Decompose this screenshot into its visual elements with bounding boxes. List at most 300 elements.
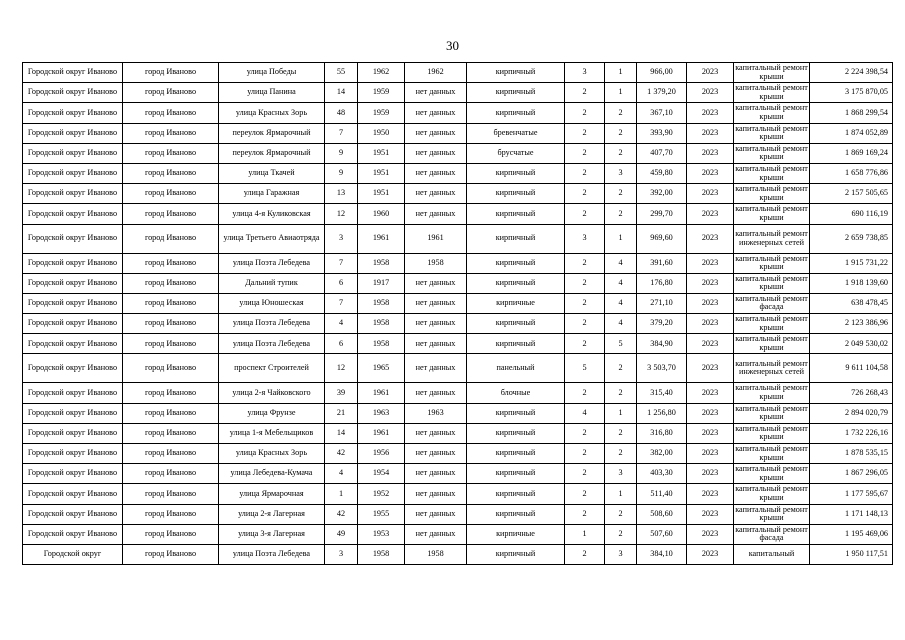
cell-entrances: 2	[605, 204, 637, 224]
cell-year-commission: нет данных	[405, 184, 467, 204]
cell-cost: 1 732 226,16	[810, 423, 893, 443]
cell-floors: 2	[565, 204, 605, 224]
cell-work-type: капитальный ремонт крыши	[734, 204, 810, 224]
cell-wall-material: кирпичный	[467, 184, 565, 204]
cell-plan-year: 2023	[687, 524, 734, 544]
cell-wall-material: бревенчатые	[467, 123, 565, 143]
cell-street: улица 2-я Лагерная	[219, 504, 325, 524]
cell-city: город Иваново	[123, 444, 219, 464]
cell-street: улица Поэта Лебедева	[219, 544, 325, 564]
table-row	[23, 314, 893, 334]
cell-area: 407,70	[637, 143, 687, 163]
cell-plan-year: 2023	[687, 544, 734, 564]
cell-wall-material: кирпичный	[467, 504, 565, 524]
cell-house: 7	[325, 293, 358, 313]
cell-house: 3	[325, 224, 358, 253]
cell-street: улица Победы	[219, 63, 325, 83]
cell-plan-year: 2023	[687, 383, 734, 403]
cell-wall-material: кирпичный	[467, 544, 565, 564]
cell-house: 7	[325, 253, 358, 273]
cell-year-commission: нет данных	[405, 83, 467, 103]
cell-floors: 2	[565, 253, 605, 273]
cell-floors: 2	[565, 293, 605, 313]
table-row	[23, 184, 893, 204]
cell-house: 9	[325, 143, 358, 163]
cell-wall-material: кирпичный	[467, 204, 565, 224]
cell-work-type: капитальный ремонт крыши	[734, 83, 810, 103]
table-row	[23, 83, 893, 103]
cell-street: улица 3-я Лагерная	[219, 524, 325, 544]
cell-entrances: 3	[605, 544, 637, 564]
cell-area: 966,00	[637, 63, 687, 83]
cell-year-built: 1951	[358, 143, 405, 163]
cell-okrug: Городской округ Иваново	[23, 354, 123, 383]
cell-cost: 2 224 398,54	[810, 63, 893, 83]
cell-city: город Иваново	[123, 163, 219, 183]
cell-entrances: 2	[605, 444, 637, 464]
cell-floors: 2	[565, 83, 605, 103]
table-row	[23, 103, 893, 123]
cell-cost: 690 116,19	[810, 204, 893, 224]
cell-year-built: 1958	[358, 314, 405, 334]
cell-cost: 1 869 169,24	[810, 143, 893, 163]
cell-work-type: капитальный ремонт крыши	[734, 383, 810, 403]
table-row	[23, 63, 893, 83]
cell-year-built: 1965	[358, 354, 405, 383]
cell-plan-year: 2023	[687, 403, 734, 423]
cell-floors: 2	[565, 423, 605, 443]
cell-floors: 2	[565, 383, 605, 403]
cell-cost: 2 659 738,85	[810, 224, 893, 253]
cell-okrug: Городской округ Иваново	[23, 103, 123, 123]
cell-area: 315,40	[637, 383, 687, 403]
cell-work-type: капитальный ремонт крыши	[734, 444, 810, 464]
table-row	[23, 444, 893, 464]
cell-floors: 2	[565, 123, 605, 143]
cell-cost: 1 868 299,54	[810, 103, 893, 123]
cell-plan-year: 2023	[687, 314, 734, 334]
cell-year-built: 1958	[358, 253, 405, 273]
cell-house: 7	[325, 123, 358, 143]
cell-street: переулок Ярмарочный	[219, 123, 325, 143]
cell-entrances: 2	[605, 103, 637, 123]
cell-street: улица 1-я Мебельщиков	[219, 423, 325, 443]
cell-area: 316,80	[637, 423, 687, 443]
cell-house: 21	[325, 403, 358, 423]
cell-house: 55	[325, 63, 358, 83]
cell-plan-year: 2023	[687, 354, 734, 383]
cell-year-built: 1963	[358, 403, 405, 423]
cell-year-built: 1950	[358, 123, 405, 143]
cell-cost: 2 123 386,96	[810, 314, 893, 334]
cell-work-type: капитальный	[734, 544, 810, 564]
cell-house: 1	[325, 484, 358, 504]
cell-wall-material: кирпичный	[467, 273, 565, 293]
cell-plan-year: 2023	[687, 253, 734, 273]
cell-entrances: 1	[605, 83, 637, 103]
cell-city: город Иваново	[123, 383, 219, 403]
cell-city: город Иваново	[123, 143, 219, 163]
cell-work-type: капитальный ремонт крыши	[734, 464, 810, 484]
cell-city: город Иваново	[123, 423, 219, 443]
cell-wall-material: кирпичный	[467, 444, 565, 464]
table-row	[23, 423, 893, 443]
cell-street: улица Фрунзе	[219, 403, 325, 423]
cell-entrances: 5	[605, 334, 637, 354]
cell-city: город Иваново	[123, 484, 219, 504]
cell-street: улица Гаражная	[219, 184, 325, 204]
cell-entrances: 1	[605, 63, 637, 83]
cell-year-commission: нет данных	[405, 123, 467, 143]
cell-plan-year: 2023	[687, 293, 734, 313]
cell-entrances: 1	[605, 484, 637, 504]
cell-city: город Иваново	[123, 123, 219, 143]
cell-floors: 2	[565, 544, 605, 564]
cell-wall-material: кирпичный	[467, 163, 565, 183]
cell-cost: 1 177 595,67	[810, 484, 893, 504]
cell-plan-year: 2023	[687, 83, 734, 103]
table-row	[23, 524, 893, 544]
cell-street: улица Красных Зорь	[219, 103, 325, 123]
table-row	[23, 253, 893, 273]
cell-okrug: Городской округ Иваново	[23, 444, 123, 464]
cell-city: город Иваново	[123, 204, 219, 224]
cell-street: улица Ярмарочная	[219, 484, 325, 504]
cell-year-built: 1960	[358, 204, 405, 224]
cell-city: город Иваново	[123, 273, 219, 293]
cell-entrances: 4	[605, 293, 637, 313]
cell-plan-year: 2023	[687, 103, 734, 123]
cell-plan-year: 2023	[687, 334, 734, 354]
cell-wall-material: кирпичный	[467, 334, 565, 354]
cell-year-built: 1953	[358, 524, 405, 544]
table-row	[23, 204, 893, 224]
cell-year-built: 1954	[358, 464, 405, 484]
cell-entrances: 3	[605, 464, 637, 484]
cell-cost: 2 049 530,02	[810, 334, 893, 354]
cell-entrances: 2	[605, 423, 637, 443]
cell-year-commission: нет данных	[405, 484, 467, 504]
cell-year-built: 1959	[358, 103, 405, 123]
cell-street: улица 4-я Куликовская	[219, 204, 325, 224]
cell-floors: 4	[565, 403, 605, 423]
cell-house: 14	[325, 83, 358, 103]
cell-okrug: Городской округ Иваново	[23, 464, 123, 484]
cell-floors: 3	[565, 224, 605, 253]
cell-cost: 2 894 020,79	[810, 403, 893, 423]
cell-city: город Иваново	[123, 403, 219, 423]
cell-cost: 1 878 535,15	[810, 444, 893, 464]
cell-okrug: Городской округ	[23, 544, 123, 564]
cell-year-commission: 1958	[405, 253, 467, 273]
cell-area: 299,70	[637, 204, 687, 224]
table-row	[23, 383, 893, 403]
cell-area: 379,20	[637, 314, 687, 334]
cell-wall-material: кирпичный	[467, 253, 565, 273]
cell-year-built: 1955	[358, 504, 405, 524]
cell-okrug: Городской округ Иваново	[23, 423, 123, 443]
cell-entrances: 2	[605, 383, 637, 403]
cell-area: 969,60	[637, 224, 687, 253]
cell-city: город Иваново	[123, 314, 219, 334]
table-row	[23, 293, 893, 313]
cell-okrug: Городской округ Иваново	[23, 403, 123, 423]
cell-work-type: капитальный ремонт фасада	[734, 524, 810, 544]
cell-cost: 1 918 139,60	[810, 273, 893, 293]
table-row	[23, 354, 893, 383]
cell-year-commission: нет данных	[405, 524, 467, 544]
cell-house: 14	[325, 423, 358, 443]
cell-work-type: капитальный ремонт крыши	[734, 123, 810, 143]
cell-area: 392,00	[637, 184, 687, 204]
cell-area: 507,60	[637, 524, 687, 544]
cell-plan-year: 2023	[687, 464, 734, 484]
cell-entrances: 2	[605, 504, 637, 524]
cell-house: 12	[325, 204, 358, 224]
cell-floors: 2	[565, 504, 605, 524]
cell-year-commission: 1962	[405, 63, 467, 83]
cell-area: 367,10	[637, 103, 687, 123]
cell-year-commission: нет данных	[405, 163, 467, 183]
cell-area: 508,60	[637, 504, 687, 524]
cell-okrug: Городской округ Иваново	[23, 524, 123, 544]
cell-city: город Иваново	[123, 83, 219, 103]
cell-entrances: 2	[605, 524, 637, 544]
cell-cost: 1 195 469,06	[810, 524, 893, 544]
cell-year-built: 1951	[358, 184, 405, 204]
table-row	[23, 504, 893, 524]
cell-okrug: Городской округ Иваново	[23, 163, 123, 183]
cell-okrug: Городской округ Иваново	[23, 253, 123, 273]
cell-year-commission: нет данных	[405, 293, 467, 313]
cell-floors: 2	[565, 464, 605, 484]
cell-street: улица Ткачей	[219, 163, 325, 183]
cell-area: 403,30	[637, 464, 687, 484]
cell-okrug: Городской округ Иваново	[23, 83, 123, 103]
cell-okrug: Городской округ Иваново	[23, 63, 123, 83]
cell-plan-year: 2023	[687, 63, 734, 83]
cell-work-type: капитальный ремонт инженерных сетей	[734, 224, 810, 253]
cell-wall-material: панельный	[467, 354, 565, 383]
cell-wall-material: кирпичный	[467, 403, 565, 423]
cell-plan-year: 2023	[687, 204, 734, 224]
cell-work-type: капитальный ремонт фасада	[734, 293, 810, 313]
cell-house: 6	[325, 273, 358, 293]
table-row	[23, 163, 893, 183]
cell-wall-material: кирпичный	[467, 464, 565, 484]
cell-house: 4	[325, 314, 358, 334]
table-row	[23, 403, 893, 423]
cell-cost: 2 157 505,65	[810, 184, 893, 204]
cell-okrug: Городской округ Иваново	[23, 293, 123, 313]
cell-okrug: Городской округ Иваново	[23, 143, 123, 163]
cell-wall-material: кирпичный	[467, 103, 565, 123]
cell-floors: 2	[565, 273, 605, 293]
cell-street: Дальний тупик	[219, 273, 325, 293]
cell-floors: 2	[565, 184, 605, 204]
cell-city: город Иваново	[123, 504, 219, 524]
cell-cost: 726 268,43	[810, 383, 893, 403]
cell-area: 271,10	[637, 293, 687, 313]
cell-street: проспект Строителей	[219, 354, 325, 383]
cell-house: 3	[325, 544, 358, 564]
cell-year-built: 1961	[358, 423, 405, 443]
cell-year-commission: нет данных	[405, 504, 467, 524]
cell-area: 511,40	[637, 484, 687, 504]
cell-wall-material: кирпичный	[467, 423, 565, 443]
cell-year-commission: нет данных	[405, 273, 467, 293]
cell-house: 13	[325, 184, 358, 204]
cell-house: 9	[325, 163, 358, 183]
cell-year-commission: 1961	[405, 224, 467, 253]
cell-year-built: 1956	[358, 444, 405, 464]
cell-year-built: 1958	[358, 544, 405, 564]
cell-okrug: Городской округ Иваново	[23, 383, 123, 403]
cell-year-built: 1958	[358, 293, 405, 313]
cell-year-commission: нет данных	[405, 334, 467, 354]
cell-street: улица Юношеская	[219, 293, 325, 313]
cell-entrances: 4	[605, 273, 637, 293]
cell-plan-year: 2023	[687, 273, 734, 293]
cell-floors: 2	[565, 103, 605, 123]
cell-year-built: 1952	[358, 484, 405, 504]
cell-year-commission: нет данных	[405, 383, 467, 403]
cell-house: 4	[325, 464, 358, 484]
cell-area: 176,80	[637, 273, 687, 293]
cell-street: улица Поэта Лебедева	[219, 314, 325, 334]
cell-street: улица Панина	[219, 83, 325, 103]
cell-entrances: 4	[605, 253, 637, 273]
cell-year-commission: нет данных	[405, 204, 467, 224]
cell-year-commission: нет данных	[405, 143, 467, 163]
cell-cost: 1 171 148,13	[810, 504, 893, 524]
cell-entrances: 2	[605, 354, 637, 383]
cell-street: улица Красных Зорь	[219, 444, 325, 464]
cell-work-type: капитальный ремонт крыши	[734, 63, 810, 83]
cell-cost: 1 867 296,05	[810, 464, 893, 484]
cell-city: город Иваново	[123, 354, 219, 383]
cell-entrances: 1	[605, 224, 637, 253]
cell-area: 384,10	[637, 544, 687, 564]
cell-house: 39	[325, 383, 358, 403]
cell-wall-material: блочные	[467, 383, 565, 403]
cell-cost: 3 175 870,05	[810, 83, 893, 103]
cell-plan-year: 2023	[687, 184, 734, 204]
cell-cost: 9 611 104,58	[810, 354, 893, 383]
cell-wall-material: кирпичный	[467, 224, 565, 253]
table-row	[23, 544, 893, 564]
cell-wall-material: кирпичный	[467, 484, 565, 504]
cell-street: улица 2-я Чайковского	[219, 383, 325, 403]
cell-year-built: 1951	[358, 163, 405, 183]
cell-okrug: Городской округ Иваново	[23, 314, 123, 334]
cell-house: 12	[325, 354, 358, 383]
cell-entrances: 2	[605, 143, 637, 163]
cell-okrug: Городской округ Иваново	[23, 334, 123, 354]
cell-city: город Иваново	[123, 224, 219, 253]
cell-year-commission: нет данных	[405, 423, 467, 443]
table-row	[23, 273, 893, 293]
cell-street: улица Лебедева-Кумача	[219, 464, 325, 484]
cell-year-built: 1958	[358, 334, 405, 354]
cell-okrug: Городской округ Иваново	[23, 123, 123, 143]
cell-wall-material: кирпичный	[467, 314, 565, 334]
cell-plan-year: 2023	[687, 423, 734, 443]
cell-plan-year: 2023	[687, 143, 734, 163]
cell-work-type: капитальный ремонт крыши	[734, 403, 810, 423]
cell-wall-material: брусчатые	[467, 143, 565, 163]
cell-plan-year: 2023	[687, 123, 734, 143]
cell-entrances: 4	[605, 314, 637, 334]
cell-year-built: 1959	[358, 83, 405, 103]
cell-house: 42	[325, 444, 358, 464]
cell-cost: 1 950 117,51	[810, 544, 893, 564]
cell-okrug: Городской округ Иваново	[23, 204, 123, 224]
cell-okrug: Городской округ Иваново	[23, 184, 123, 204]
cell-year-commission: нет данных	[405, 444, 467, 464]
cell-year-built: 1962	[358, 63, 405, 83]
cell-area: 382,00	[637, 444, 687, 464]
cell-year-commission: нет данных	[405, 464, 467, 484]
cell-city: город Иваново	[123, 253, 219, 273]
cell-work-type: капитальный ремонт крыши	[734, 314, 810, 334]
cell-cost: 1 915 731,22	[810, 253, 893, 273]
cell-floors: 2	[565, 484, 605, 504]
table-row	[23, 224, 893, 253]
cell-city: город Иваново	[123, 184, 219, 204]
cell-city: город Иваново	[123, 63, 219, 83]
cell-wall-material: кирпичные	[467, 524, 565, 544]
cell-street: улица Третьего Авиаотряда	[219, 224, 325, 253]
cell-floors: 3	[565, 63, 605, 83]
cell-street: переулок Ярмарочный	[219, 143, 325, 163]
cell-area: 1 256,80	[637, 403, 687, 423]
table-row	[23, 334, 893, 354]
cell-house: 42	[325, 504, 358, 524]
cell-work-type: капитальный ремонт крыши	[734, 504, 810, 524]
cell-year-commission: нет данных	[405, 103, 467, 123]
cell-work-type: капитальный ремонт крыши	[734, 103, 810, 123]
cell-okrug: Городской округ Иваново	[23, 484, 123, 504]
cell-entrances: 1	[605, 403, 637, 423]
cell-floors: 2	[565, 314, 605, 334]
cell-year-built: 1917	[358, 273, 405, 293]
cell-house: 49	[325, 524, 358, 544]
cell-cost: 1 658 776,86	[810, 163, 893, 183]
cell-okrug: Городской округ Иваново	[23, 224, 123, 253]
cell-wall-material: кирпичные	[467, 293, 565, 313]
cell-plan-year: 2023	[687, 163, 734, 183]
cell-wall-material: кирпичный	[467, 83, 565, 103]
cell-plan-year: 2023	[687, 504, 734, 524]
cell-city: город Иваново	[123, 293, 219, 313]
cell-area: 384,90	[637, 334, 687, 354]
table-row	[23, 464, 893, 484]
cell-work-type: капитальный ремонт крыши	[734, 423, 810, 443]
cell-floors: 5	[565, 354, 605, 383]
cell-plan-year: 2023	[687, 444, 734, 464]
cell-area: 393,90	[637, 123, 687, 143]
table-row	[23, 123, 893, 143]
cell-floors: 2	[565, 334, 605, 354]
cell-okrug: Городской округ Иваново	[23, 273, 123, 293]
cell-work-type: капитальный ремонт крыши	[734, 334, 810, 354]
cell-year-commission: нет данных	[405, 314, 467, 334]
table-row	[23, 143, 893, 163]
cell-year-built: 1961	[358, 224, 405, 253]
cell-floors: 2	[565, 163, 605, 183]
cell-work-type: капитальный ремонт крыши	[734, 273, 810, 293]
